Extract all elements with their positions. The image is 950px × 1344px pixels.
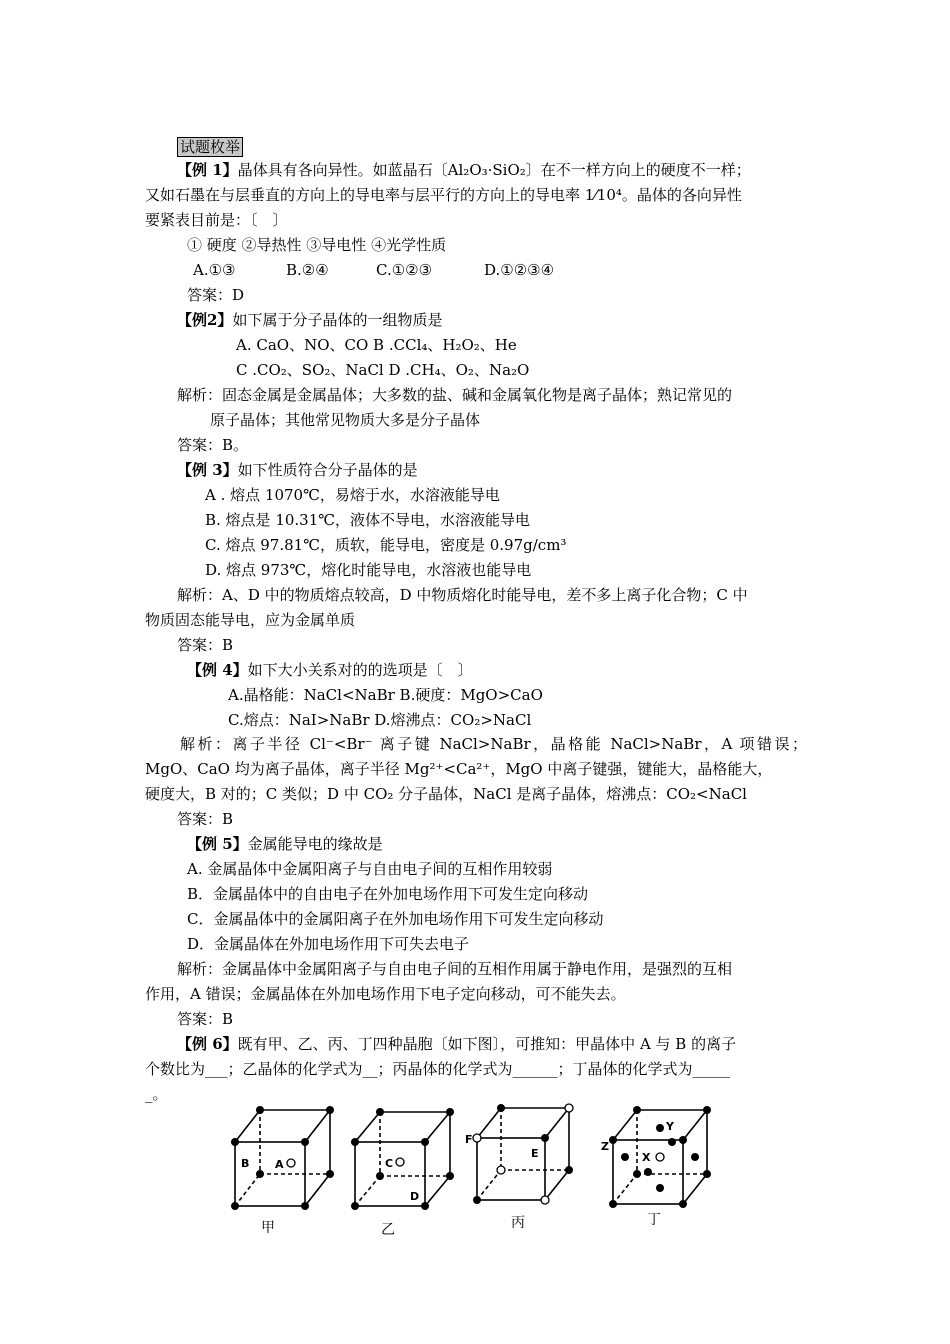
ex3-option-a: A . 熔点 1070℃，易熔于水，水溶液能导电 <box>205 486 500 504</box>
ex4-analysis-2: MgO、CaO 均为离子晶体，离子半径 Mg²⁺<Ca²⁺，MgO 中离子键强，键能大，晶格能大， <box>145 760 773 778</box>
ex5-question: 【例 5】金属能导电的缘故是 <box>187 835 383 853</box>
ex3-question: 【例 3】如下性质符合分子晶体的是 <box>177 461 418 479</box>
crystal-cells-figure <box>225 1100 715 1245</box>
label-ding-x: X <box>642 1151 651 1164</box>
ex3-option-c: C. 熔点 97.81℃，质软，能导电，密度是 0.97g/cm³ <box>205 536 567 554</box>
ex1-option-d: D.①②③④ <box>484 261 555 279</box>
label-bing-f: F <box>465 1133 473 1146</box>
solid-atoms <box>231 1104 711 1210</box>
ex3-analysis-2: 物质固态能导电，应为金属单质 <box>145 611 356 629</box>
ex1-line2: 又如石墨在与层垂直的方向上的导电率与层平行的方向上的导电率 1⁄10⁴。晶体的各向异性 <box>145 186 742 204</box>
ex5-option-b: B．金属晶体中的自由电子在外加电场作用下可发生定向移动 <box>187 885 589 903</box>
ex3-option-b: B. 熔点是 10.31℃，液体不导电，水溶液能导电 <box>205 511 531 529</box>
ex5-option-c: C．金属晶体中的金属阳离子在外加电场作用下可发生定向移动 <box>187 910 604 928</box>
ex1-option-b: B.②④ <box>286 261 329 279</box>
ex2-answer: 答案：B。 <box>177 436 249 454</box>
ex6-line3: _。 <box>145 1085 168 1103</box>
ex1-props: ① 硬度 ②导热性 ③导电性 ④光学性质 <box>187 236 447 254</box>
ex2-options-ab: A. CaO、NO、CO B .CCl₄、H₂O₂、He <box>236 336 517 354</box>
section-header: 试题枚举 <box>177 137 243 157</box>
ex4-question: 【例 4】如下大小关系对的的选项是〔 〕 <box>187 661 473 679</box>
ex4-analysis-1: 解析：离子半径 Cl⁻<Br⁻ 离子键 NaCl>NaBr，晶格能 NaCl>NaBr，A 项错误； <box>180 735 807 753</box>
ex2-analysis-2: 原子晶体；其他常见物质大多是分子晶体 <box>210 411 481 429</box>
ex5-analysis-2: 作用，A 错误；金属晶体在外加电场作用下电子定向移动，可不能失去。 <box>145 985 626 1003</box>
ex2-options-cd: C .CO₂、SO₂、NaCl D .CH₄、O₂、Na₂O <box>236 361 530 379</box>
ex1-answer: 答案：D <box>187 286 245 304</box>
label-yi-d: D <box>410 1190 420 1203</box>
ex2-analysis-1: 解析：固态金属是金属晶体；大多数的盐、碱和金属氧化物是离子晶体；熟记常见的 <box>177 386 733 404</box>
caption-yi: 乙 <box>381 1222 395 1238</box>
ex4-options-ab: A.晶格能：NaCl<NaBr B.硬度：MgO>CaO <box>228 686 543 704</box>
ex5-analysis-1: 解析：金属晶体中金属阳离子与自由电子间的互相作用属于静电作用，是强烈的互相 <box>177 960 733 978</box>
caption-ding: 丁 <box>647 1212 661 1228</box>
ex2-question: 【例2】如下属于分子晶体的一组物质是 <box>177 311 443 329</box>
ex4-options-cd: C.熔点：NaI>NaBr D.熔沸点：CO₂>NaCl <box>228 711 532 729</box>
caption-jia: 甲 <box>261 1220 275 1236</box>
label-jia-a: A <box>275 1158 284 1171</box>
ex5-option-a: A. 金属晶体中金属阳离子与自由电子间的互相作用较弱 <box>187 860 553 878</box>
caption-bing: 丙 <box>511 1215 525 1231</box>
label-ding-y: Y <box>666 1120 674 1133</box>
label-yi-c: C <box>385 1157 394 1170</box>
ex1-option-a: A.①③ <box>193 261 236 279</box>
ex5-option-d: D．金属晶体在外加电场作用下可失去电子 <box>187 935 470 953</box>
label-bing-e: E <box>531 1147 539 1160</box>
label-ding-z: Z <box>601 1140 609 1153</box>
ex1-option-c: C.①②③ <box>376 261 433 279</box>
ex3-answer: 答案：B <box>177 636 234 654</box>
ex3-option-d: D. 熔点 973℃，熔化时能导电，水溶液也能导电 <box>205 561 532 579</box>
cell-bing <box>477 1108 569 1200</box>
ex1-line1: 【例 1】晶体具有各向异性。如蓝晶石〔Al₂O₃·SiO₂〕在不一样方向上的硬度不一样； <box>177 161 751 179</box>
ex4-analysis-3: 硬度大，B 对的；C 类似；D 中 CO₂ 分子晶体，NaCl 是离子晶体，熔沸点：CO₂<NaCl <box>145 785 747 803</box>
ex1-line3: 要紧表目前是：〔 〕 <box>145 211 288 229</box>
ex4-answer: 答案：B <box>177 810 234 828</box>
ex6-line2: 个数比为___；乙晶体的化学式为__；丙晶体的化学式为______；丁晶体的化学式为_____ <box>145 1060 731 1078</box>
ex6-line1: 【例 6】既有甲、乙、丙、丁四种晶胞〔如下图〕，可推知：甲晶体中 A 与 B 的离子 <box>177 1035 737 1053</box>
ex3-analysis-1: 解析：A、D 中的物质熔点较高，D 中物质熔化时能导电，差不多上离子化合物；C 中 <box>177 586 748 604</box>
hollow-atoms <box>287 1104 664 1204</box>
ex5-answer: 答案：B <box>177 1010 234 1028</box>
label-jia-b: B <box>241 1157 250 1170</box>
